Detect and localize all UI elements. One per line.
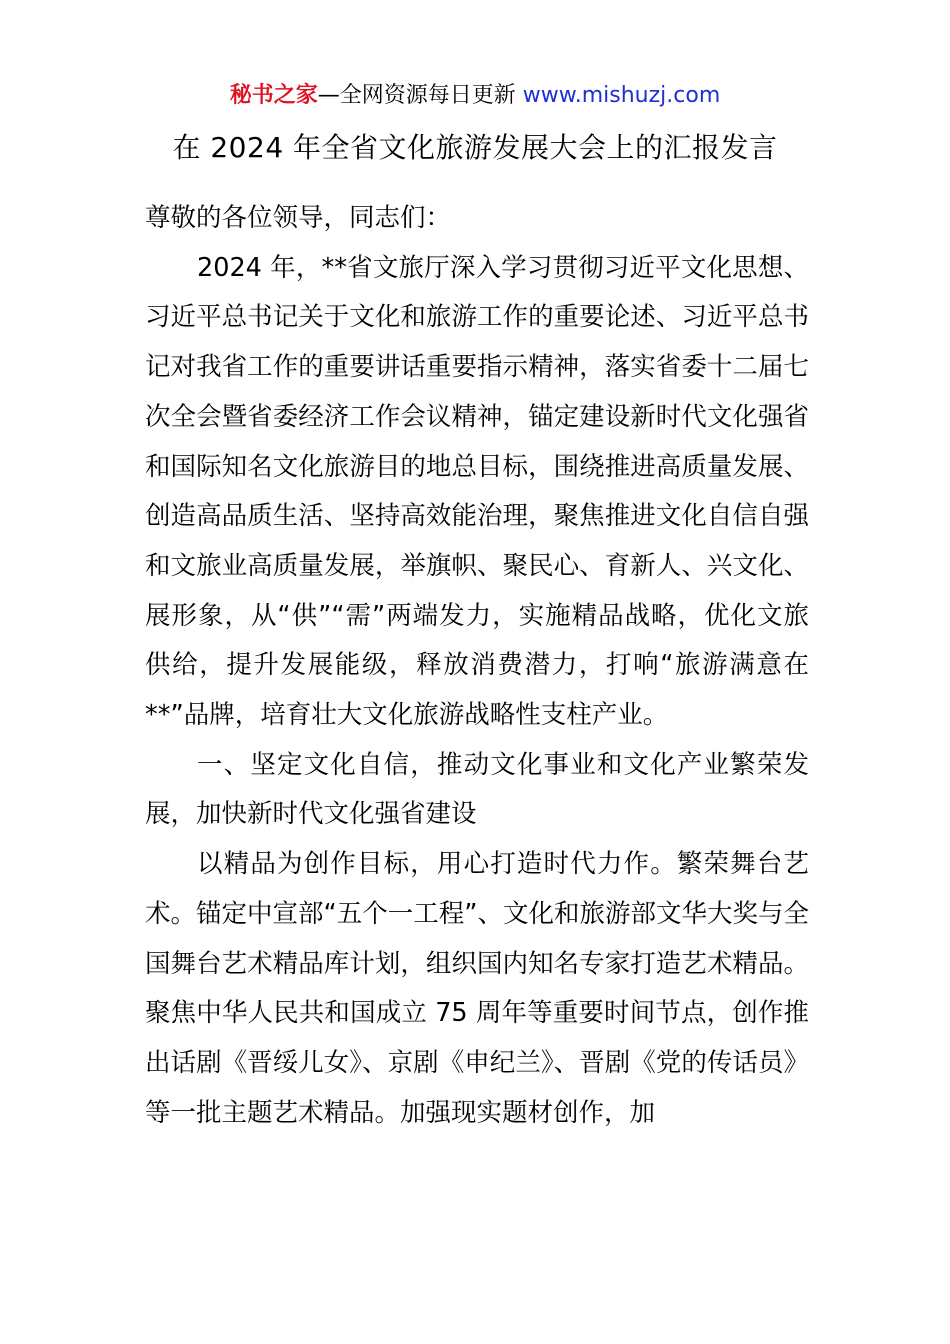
document-body	[145, 194, 809, 1138]
section-heading-1: 一、坚定文化自信，推动文化事业和文化产业繁荣发展，加快新时代文化强省建设	[145, 749, 809, 830]
site-brand: 秘书之家	[229, 83, 318, 108]
document-title: 在 2024 年全省文化旅游发展大会上的汇报发言	[172, 131, 778, 164]
site-header	[0, 80, 950, 112]
site-url-link[interactable]: www.mishuzj.com	[522, 83, 721, 108]
paragraph-intro: 2024 年，**省文旅厅深入学习贯彻习近平文化思想、习近平总书记关于文化和旅游工作的重要论述、习近平总书记对我省工作的重要讲话重要指示精神，落实省委十二届七次全会暨省委经济工作会议精神，锚定建设新时代文化强省和国际知名文化旅游目的地总目标，围绕推进高质量发展、创造高品质生活、坚持高效能治理，聚焦推进文化自信自强和文旅业高质量发展，举旗帜、聚民心、育新人、兴文化、展形象，从“供”“需”两端发力，实施精品战略，优化文旅供给，提升发展能级，释放消费潜力，打响“旅游满意在**”品牌，培育壮大文化旅游战略性支柱产业。	[145, 252, 809, 731]
paragraph-section-1: 以精品为创作目标，用心打造时代力作。繁荣舞台艺术。锚定中宣部“五个一工程”、文化和旅游部文华大奖与全国舞台艺术精品库计划，组织国内知名专家打造艺术精品。聚焦中华人民共和国成立 75 周年等重要时间节点，创作推出话剧《晋绥儿女》、京剧《申纪兰》、晋剧《党的传话员》等一批主题艺术精品。加强现实题材创作，加	[145, 849, 809, 1128]
salutation: 尊敬的各位领导，同志们：	[145, 203, 452, 233]
site-tagline: —全网资源每日更新	[317, 83, 523, 108]
